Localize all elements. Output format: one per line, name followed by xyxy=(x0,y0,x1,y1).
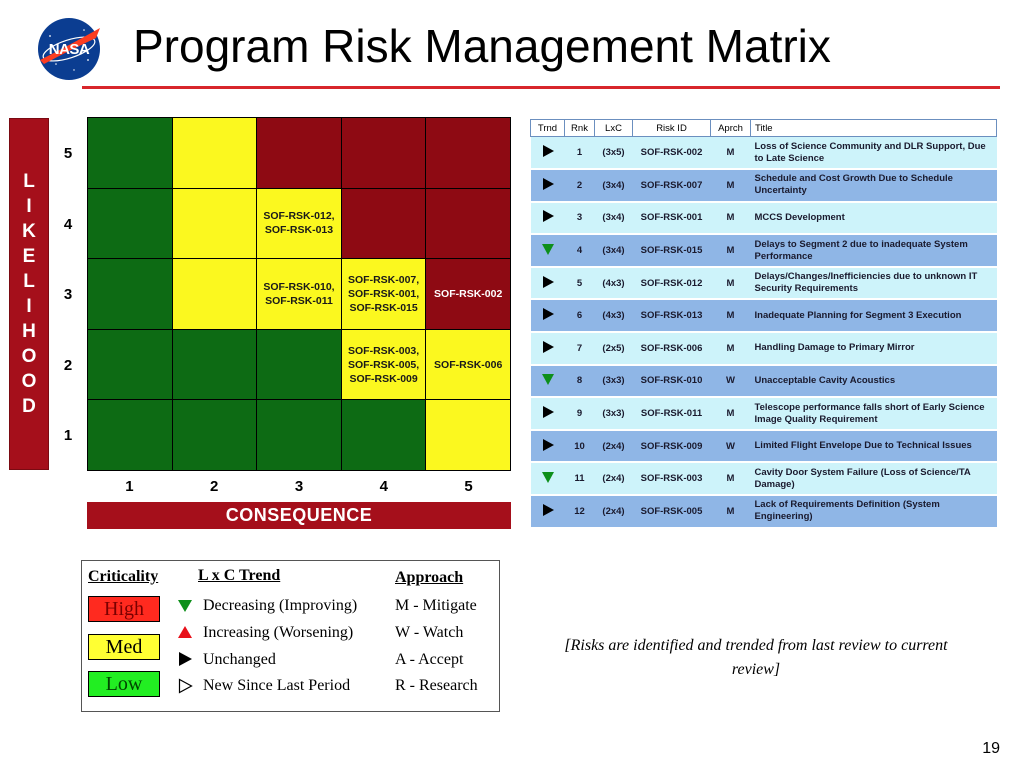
risk-trend-cell xyxy=(531,234,565,267)
risk-approach: M xyxy=(711,462,751,495)
risk-lxc: (3x3) xyxy=(595,397,633,430)
risk-table-row xyxy=(531,397,997,430)
risk-rank: 1 xyxy=(565,137,595,170)
risk-rank: 11 xyxy=(565,462,595,495)
likelihood-tick: 4 xyxy=(63,216,73,233)
risk-table-row xyxy=(531,462,997,495)
risk-lxc: (4x3) xyxy=(595,267,633,300)
risk-id: SOF-RSK-005 xyxy=(633,495,711,528)
likelihood-letter: H xyxy=(22,321,36,342)
risk-id: SOF-RSK-002 xyxy=(633,137,711,170)
risk-rank: 4 xyxy=(565,234,595,267)
risk-matrix-grid xyxy=(87,117,511,471)
risk-trend-cell xyxy=(531,462,565,495)
likelihood-letter: L xyxy=(23,271,35,292)
risk-trend-cell xyxy=(531,365,565,398)
matrix-cell xyxy=(426,400,510,470)
risk-id: SOF-RSK-006 xyxy=(633,332,711,365)
right-triangle-black-icon xyxy=(541,307,555,321)
risk-rank: 3 xyxy=(565,202,595,235)
matrix-cell xyxy=(88,118,172,188)
risk-id: SOF-RSK-001 xyxy=(633,202,711,235)
consequence-tick: 5 xyxy=(464,478,473,495)
right-triangle-black-icon xyxy=(541,405,555,419)
legend-approach-mitigate: M - Mitigate xyxy=(395,597,477,614)
page-number: 19 xyxy=(982,740,1000,757)
risk-rank: 8 xyxy=(565,365,595,398)
risk-approach: M xyxy=(711,267,751,300)
risk-title: Schedule and Cost Growth Due to Schedule Uncertainty xyxy=(751,169,997,202)
down-triangle-green-icon xyxy=(541,242,555,256)
matrix-cell xyxy=(173,118,257,188)
risk-id: SOF-RSK-011 xyxy=(633,397,711,430)
risk-table-row xyxy=(531,332,997,365)
risk-approach: M xyxy=(711,137,751,170)
consequence-tick: 1 xyxy=(125,478,134,495)
risk-title: Delays to Segment 2 due to inadequate System Performance xyxy=(751,234,997,267)
right-triangle-outline-icon xyxy=(177,678,193,694)
risk-approach: M xyxy=(711,169,751,202)
matrix-cell xyxy=(88,259,172,329)
risk-trend-cell xyxy=(531,169,565,202)
risk-table xyxy=(530,119,997,529)
matrix-cell: SOF-RSK-002 xyxy=(426,259,510,329)
risk-approach: M xyxy=(711,202,751,235)
risk-approach: M xyxy=(711,397,751,430)
legend-approach-watch: W - Watch xyxy=(395,624,464,641)
risk-rank: 7 xyxy=(565,332,595,365)
risk-approach: M xyxy=(711,332,751,365)
nasa-logo-text: NASA xyxy=(48,41,90,58)
risk-approach: M xyxy=(711,234,751,267)
likelihood-letter: K xyxy=(22,221,36,242)
risk-approach: M xyxy=(711,495,751,528)
criticality-low-swatch: Low xyxy=(88,671,160,697)
risk-rank: 12 xyxy=(565,495,595,528)
legend-approach-accept: A - Accept xyxy=(395,651,464,668)
matrix-cell xyxy=(173,330,257,400)
legend-trend-heading: L x C Trend xyxy=(198,567,281,584)
risk-rank: 2 xyxy=(565,169,595,202)
legend-trend-unchanged: Unchanged xyxy=(203,651,276,668)
review-note: [Risks are identified and trended from last review to current review] xyxy=(564,637,948,678)
risk-trend-cell xyxy=(531,332,565,365)
risk-table-row xyxy=(531,169,997,202)
risk-title: Telescope performance falls short of Early Science Image Quality Requirement xyxy=(751,397,997,430)
matrix-cell xyxy=(88,189,172,259)
matrix-cell xyxy=(88,400,172,470)
risk-trend-cell xyxy=(531,299,565,332)
right-triangle-black-icon xyxy=(541,275,555,289)
risk-id: SOF-RSK-007 xyxy=(633,169,711,202)
risk-trend-cell xyxy=(531,202,565,235)
risk-table-body xyxy=(531,137,997,528)
risk-id: SOF-RSK-010 xyxy=(633,365,711,398)
matrix-cell: SOF-RSK-006 xyxy=(426,330,510,400)
title-divider xyxy=(82,86,1000,89)
risk-trend-cell xyxy=(531,430,565,463)
right-triangle-black-icon xyxy=(541,340,555,354)
likelihood-tick: 2 xyxy=(63,357,73,374)
risk-rank: 5 xyxy=(565,267,595,300)
risk-trend-cell xyxy=(531,137,565,170)
likelihood-tick: 5 xyxy=(63,145,73,162)
down-triangle-green-icon xyxy=(541,470,555,484)
page-title: Program Risk Management Matrix xyxy=(133,20,831,72)
matrix-cell: SOF-RSK-003, SOF-RSK-005, SOF-RSK-009 xyxy=(342,330,426,400)
right-triangle-black-icon xyxy=(541,209,555,223)
right-triangle-black-icon xyxy=(541,177,555,191)
consequence-axis-label: CONSEQUENCE xyxy=(87,502,511,529)
right-triangle-black-icon xyxy=(541,144,555,158)
legend-approach-research: R - Research xyxy=(395,677,478,694)
legend-trend-new: New Since Last Period xyxy=(203,677,351,694)
matrix-cell xyxy=(173,400,257,470)
criticality-high-swatch: High xyxy=(88,596,160,622)
risk-id: SOF-RSK-009 xyxy=(633,430,711,463)
likelihood-letter: D xyxy=(22,396,36,417)
likelihood-letter: L xyxy=(23,171,35,192)
down-triangle-green-icon xyxy=(177,598,193,614)
right-triangle-black-icon xyxy=(541,438,555,452)
likelihood-letter: O xyxy=(21,346,37,367)
likelihood-letter: I xyxy=(26,296,32,317)
matrix-cell xyxy=(88,330,172,400)
risk-rank: 10 xyxy=(565,430,595,463)
criticality-med-swatch: Med xyxy=(88,634,160,660)
header-title: Title xyxy=(751,120,997,137)
consequence-tick: 2 xyxy=(210,478,219,495)
risk-trend-cell xyxy=(531,495,565,528)
risk-table-row xyxy=(531,299,997,332)
matrix-cell xyxy=(257,118,341,188)
risk-trend-cell xyxy=(531,267,565,300)
risk-id: SOF-RSK-013 xyxy=(633,299,711,332)
risk-lxc: (4x3) xyxy=(595,299,633,332)
risk-table-row xyxy=(531,430,997,463)
risk-table-row xyxy=(531,234,997,267)
risk-table-header xyxy=(531,120,997,137)
risk-table-row xyxy=(531,495,997,528)
matrix-cell xyxy=(342,118,426,188)
matrix-cell xyxy=(173,189,257,259)
risk-title: Lack of Requirements Definition (System Engineering) xyxy=(751,495,997,528)
risk-title: Unacceptable Cavity Acoustics xyxy=(751,365,997,398)
risk-lxc: (2x5) xyxy=(595,332,633,365)
matrix-cell xyxy=(426,189,510,259)
risk-title: Cavity Door System Failure (Loss of Science/TA Damage) xyxy=(751,462,997,495)
risk-lxc: (3x4) xyxy=(595,202,633,235)
risk-lxc: (3x4) xyxy=(595,169,633,202)
likelihood-tick: 1 xyxy=(63,427,73,444)
consequence-tick: 4 xyxy=(379,478,388,495)
risk-approach: W xyxy=(711,365,751,398)
legend-criticality-heading: Criticality xyxy=(88,568,159,585)
consequence-tick-labels xyxy=(87,478,511,495)
likelihood-letter: I xyxy=(26,196,32,217)
legend-trend-decreasing: Decreasing (Improving) xyxy=(203,597,358,614)
matrix-cell xyxy=(173,259,257,329)
right-triangle-black-icon xyxy=(177,651,193,667)
risk-lxc: (2x4) xyxy=(595,430,633,463)
likelihood-letter: O xyxy=(21,371,37,392)
risk-rank: 6 xyxy=(565,299,595,332)
matrix-cell: SOF-RSK-010, SOF-RSK-011 xyxy=(257,259,341,329)
matrix-cell xyxy=(342,400,426,470)
likelihood-axis-label xyxy=(9,118,49,470)
risk-title: Handling Damage to Primary Mirror xyxy=(751,332,997,365)
matrix-cell: SOF-RSK-012, SOF-RSK-013 xyxy=(257,189,341,259)
risk-approach: W xyxy=(711,430,751,463)
right-triangle-black-icon xyxy=(541,503,555,517)
consequence-tick: 3 xyxy=(294,478,304,495)
header-approach: Aprch xyxy=(711,120,751,137)
risk-id: SOF-RSK-012 xyxy=(633,267,711,300)
risk-trend-cell xyxy=(531,397,565,430)
risk-title: Delays/Changes/Inefficiencies due to unknown IT Security Requirements xyxy=(751,267,997,300)
matrix-cell xyxy=(426,118,510,188)
risk-rank: 9 xyxy=(565,397,595,430)
header-risk-id: Risk ID xyxy=(633,120,711,137)
risk-title: Limited Flight Envelope Due to Technical Issues xyxy=(751,430,997,463)
risk-table-row xyxy=(531,267,997,300)
risk-table-row xyxy=(531,202,997,235)
risk-approach: M xyxy=(711,299,751,332)
header-rank: Rnk xyxy=(565,120,595,137)
likelihood-letter: E xyxy=(22,246,36,267)
matrix-cell: SOF-RSK-007, SOF-RSK-001, SOF-RSK-015 xyxy=(342,259,426,329)
matrix-cell xyxy=(342,189,426,259)
risk-lxc: (3x4) xyxy=(595,234,633,267)
risk-lxc: (2x4) xyxy=(595,462,633,495)
risk-title: Loss of Science Community and DLR Support, Due to Late Science xyxy=(751,137,997,170)
risk-lxc: (2x4) xyxy=(595,495,633,528)
matrix-cell xyxy=(257,330,341,400)
risk-title: Inadequate Planning for Segment 3 Execution xyxy=(751,299,997,332)
risk-table-row xyxy=(531,365,997,398)
matrix-cell xyxy=(257,400,341,470)
risk-id: SOF-RSK-003 xyxy=(633,462,711,495)
likelihood-tick: 3 xyxy=(63,286,73,303)
header-trend: Trnd xyxy=(531,120,565,137)
down-triangle-green-icon xyxy=(541,372,555,386)
risk-lxc: (3x3) xyxy=(595,365,633,398)
risk-lxc: (3x5) xyxy=(595,137,633,170)
nasa-logo xyxy=(34,16,104,82)
legend-trend-increasing: Increasing (Worsening) xyxy=(203,624,354,641)
legend-approach-heading: Approach xyxy=(395,569,464,586)
legend-box xyxy=(81,560,500,712)
risk-title: MCCS Development xyxy=(751,202,997,235)
up-triangle-red-icon xyxy=(177,624,193,640)
header-lxc: LxC xyxy=(595,120,633,137)
risk-table-row xyxy=(531,137,997,170)
risk-id: SOF-RSK-015 xyxy=(633,234,711,267)
